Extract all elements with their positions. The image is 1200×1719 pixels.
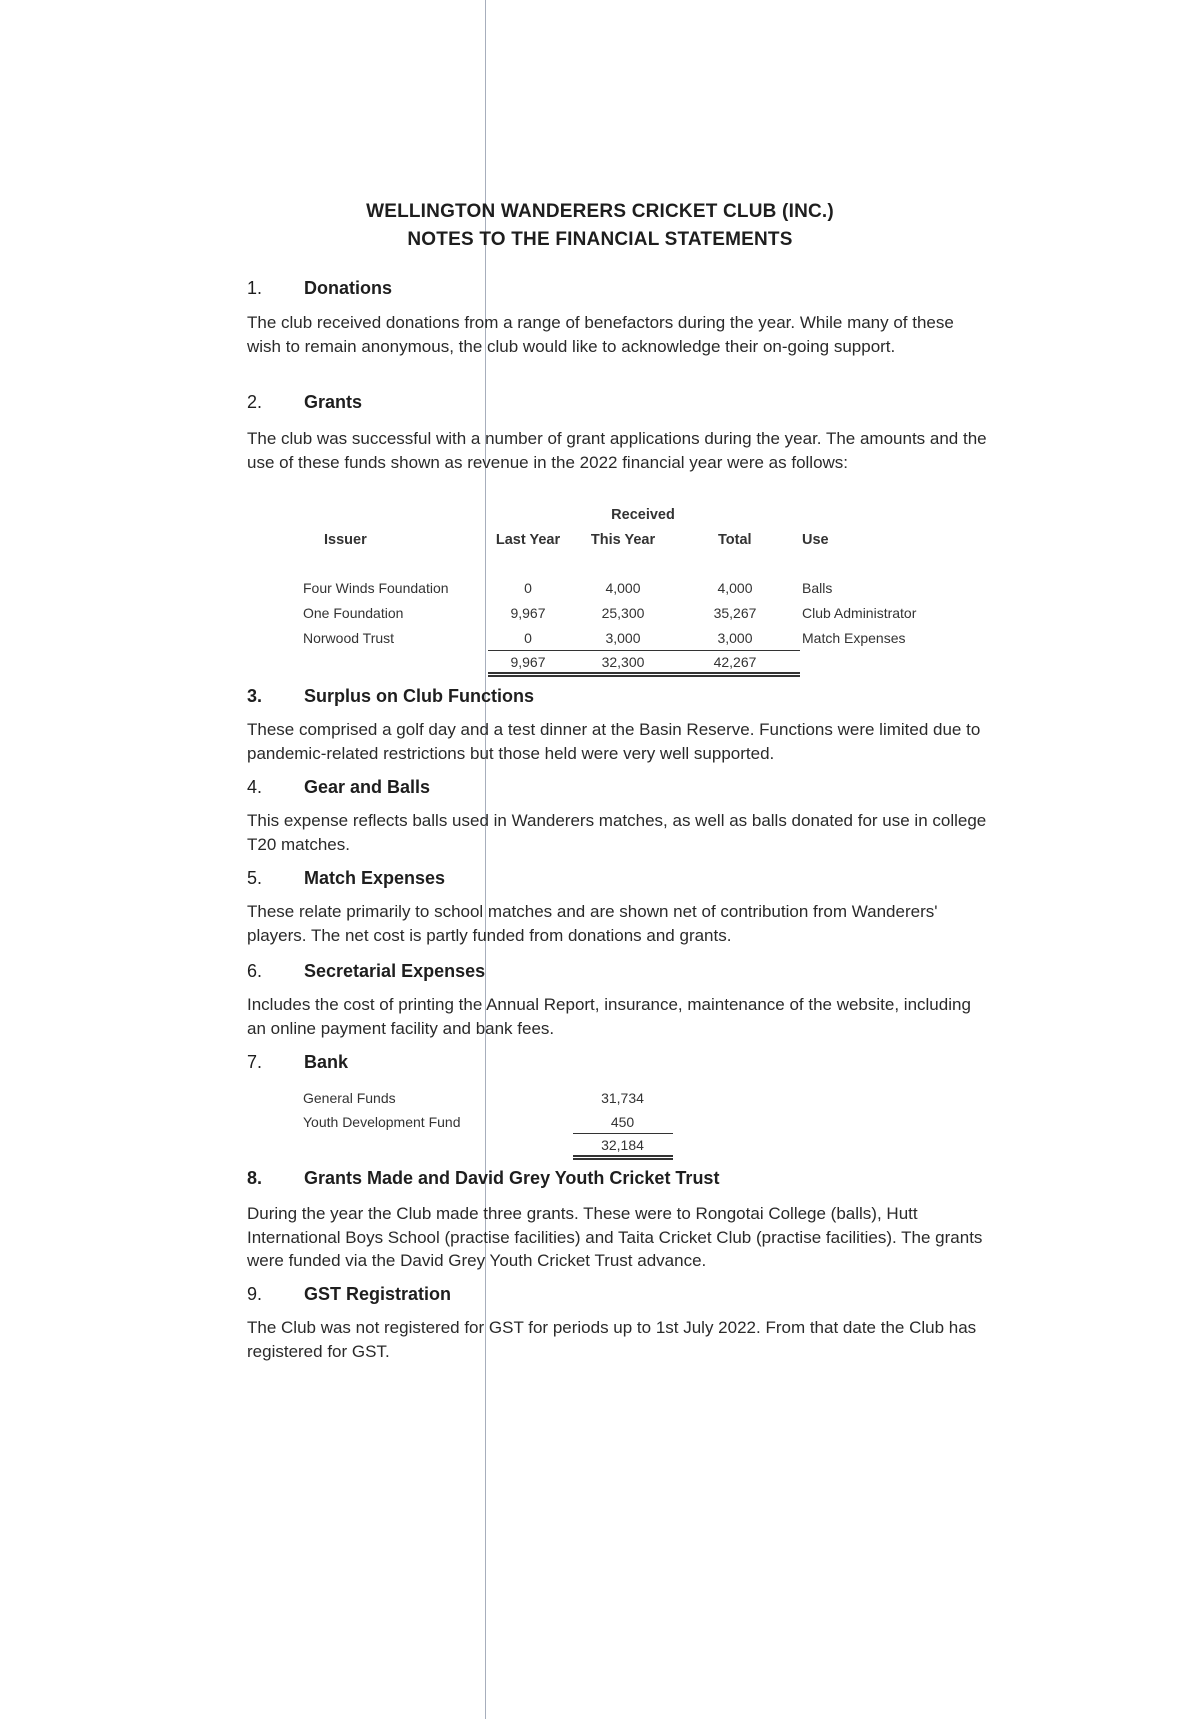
note-title: Secretarial Expenses — [304, 961, 486, 981]
grant-issuer: One Foundation — [303, 605, 404, 621]
grant-last-year: 9,967 — [510, 605, 546, 621]
grant-use: Balls — [802, 580, 833, 596]
bank-total-rule-bottom — [573, 1158, 673, 1160]
note-8-text: During the year the Club made three grants. These were to Rongotai College (balls), Hutt International Boys School (practise facilities) and Taita Cricket Club (practise facilities). The grants were funded via the David Grey Youth Cricket Trust advance. — [247, 1204, 983, 1270]
grant-total-last-year: 9,967 — [510, 654, 546, 670]
note-1-text: The club received donations from a range of benefactors during the year. While many of these wish to remain anonymous, the club would like to acknowledge their on-going support. — [247, 313, 954, 356]
grant-total: 4,000 — [717, 580, 753, 596]
note-number: 1. — [247, 278, 263, 298]
grant-total-this-year: 32,300 — [601, 654, 645, 670]
subtotal-rule — [488, 650, 800, 651]
note-number: 8. — [247, 1168, 263, 1188]
note-title: GST Registration — [304, 1284, 452, 1304]
note-title: Grants — [304, 392, 363, 412]
note-title: Grants Made and David Grey Youth Cricket Trust — [304, 1168, 720, 1188]
document-title: WELLINGTON WANDERERS CRICKET CLUB (INC.) — [366, 201, 834, 222]
grant-this-year: 3,000 — [605, 630, 641, 646]
note-1-heading — [247, 278, 392, 299]
note-number: 4. — [247, 777, 263, 797]
bank-amount: 450 — [610, 1114, 635, 1130]
note-5-heading — [247, 868, 445, 889]
note-4-heading — [247, 777, 430, 798]
grant-this-year: 25,300 — [601, 605, 645, 621]
bank-total-rule-top — [573, 1155, 673, 1157]
note-number: 6. — [247, 961, 263, 981]
total-double-rule-bottom — [488, 675, 800, 677]
grant-use: Club Administrator — [802, 605, 917, 621]
note-3-text: These comprised a golf day and a test dinner at the Basin Reserve. Functions were limited due to pandemic-related restrictions but those held were very well supported. — [247, 720, 981, 763]
note-title: Surplus on Club Functions — [304, 686, 534, 706]
note-title: Bank — [304, 1052, 349, 1072]
note-2-text: The club was successful with a number of grant applications during the year. The amounts and the use of these funds shown as revenue in the 2022 financial year were as follows: — [247, 429, 987, 472]
note-2-heading — [247, 392, 362, 413]
note-3-heading — [247, 686, 534, 707]
col-this-year: This Year — [590, 532, 656, 548]
grant-this-year: 4,000 — [605, 580, 641, 596]
grant-last-year: 0 — [524, 580, 532, 596]
note-9-heading — [247, 1284, 451, 1305]
note-number: 7. — [247, 1052, 263, 1072]
grant-use: Match Expenses — [802, 630, 906, 646]
note-6-text: Includes the cost of printing the Annual Report, insurance, maintenance of the website, including an online payment facility and bank fees. — [247, 995, 971, 1038]
scan-crease-line — [485, 0, 486, 1719]
col-use: Use — [802, 532, 829, 548]
col-total: Total — [718, 532, 752, 548]
note-7-heading — [247, 1052, 348, 1073]
bank-amount: 31,734 — [601, 1090, 644, 1106]
grant-issuer: Four Winds Foundation — [303, 580, 449, 596]
note-4-text: This expense reflects balls used in Wanderers matches, as well as balls donated for use in college T20 matches. — [247, 811, 987, 854]
col-issuer: Issuer — [324, 532, 367, 548]
note-title: Gear and Balls — [304, 777, 431, 797]
grant-issuer: Norwood Trust — [303, 630, 395, 646]
bank-total: 32,184 — [601, 1137, 644, 1153]
note-5-text: These relate primarily to school matches and are shown net of contribution from Wanderers' players. The net cost is partly funded from donations and grants. — [247, 902, 938, 945]
note-8-heading — [247, 1168, 719, 1189]
note-number: 9. — [247, 1284, 263, 1304]
bank-label: Youth Development Fund — [303, 1114, 461, 1130]
note-title: Match Expenses — [304, 868, 446, 888]
note-title: Donations — [304, 278, 392, 298]
note-number: 5. — [247, 868, 263, 888]
col-group-received: Received — [611, 507, 675, 523]
grant-total: 35,267 — [713, 605, 757, 621]
bank-subtotal-rule — [573, 1133, 673, 1134]
bank-label: General Funds — [303, 1090, 396, 1106]
grant-last-year: 0 — [524, 630, 532, 646]
document-subtitle: NOTES TO THE FINANCIAL STATEMENTS — [407, 229, 793, 250]
grant-total-total: 42,267 — [713, 654, 757, 670]
total-double-rule-top — [488, 672, 800, 674]
note-6-heading — [247, 961, 485, 982]
col-last-year: Last Year — [495, 532, 561, 548]
note-9-text: The Club was not registered for GST for periods up to 1st July 2022. From that date the Club has registered for GST. — [247, 1318, 977, 1361]
note-number: 3. — [247, 686, 263, 706]
note-number: 2. — [247, 392, 263, 412]
grant-total: 3,000 — [717, 630, 753, 646]
